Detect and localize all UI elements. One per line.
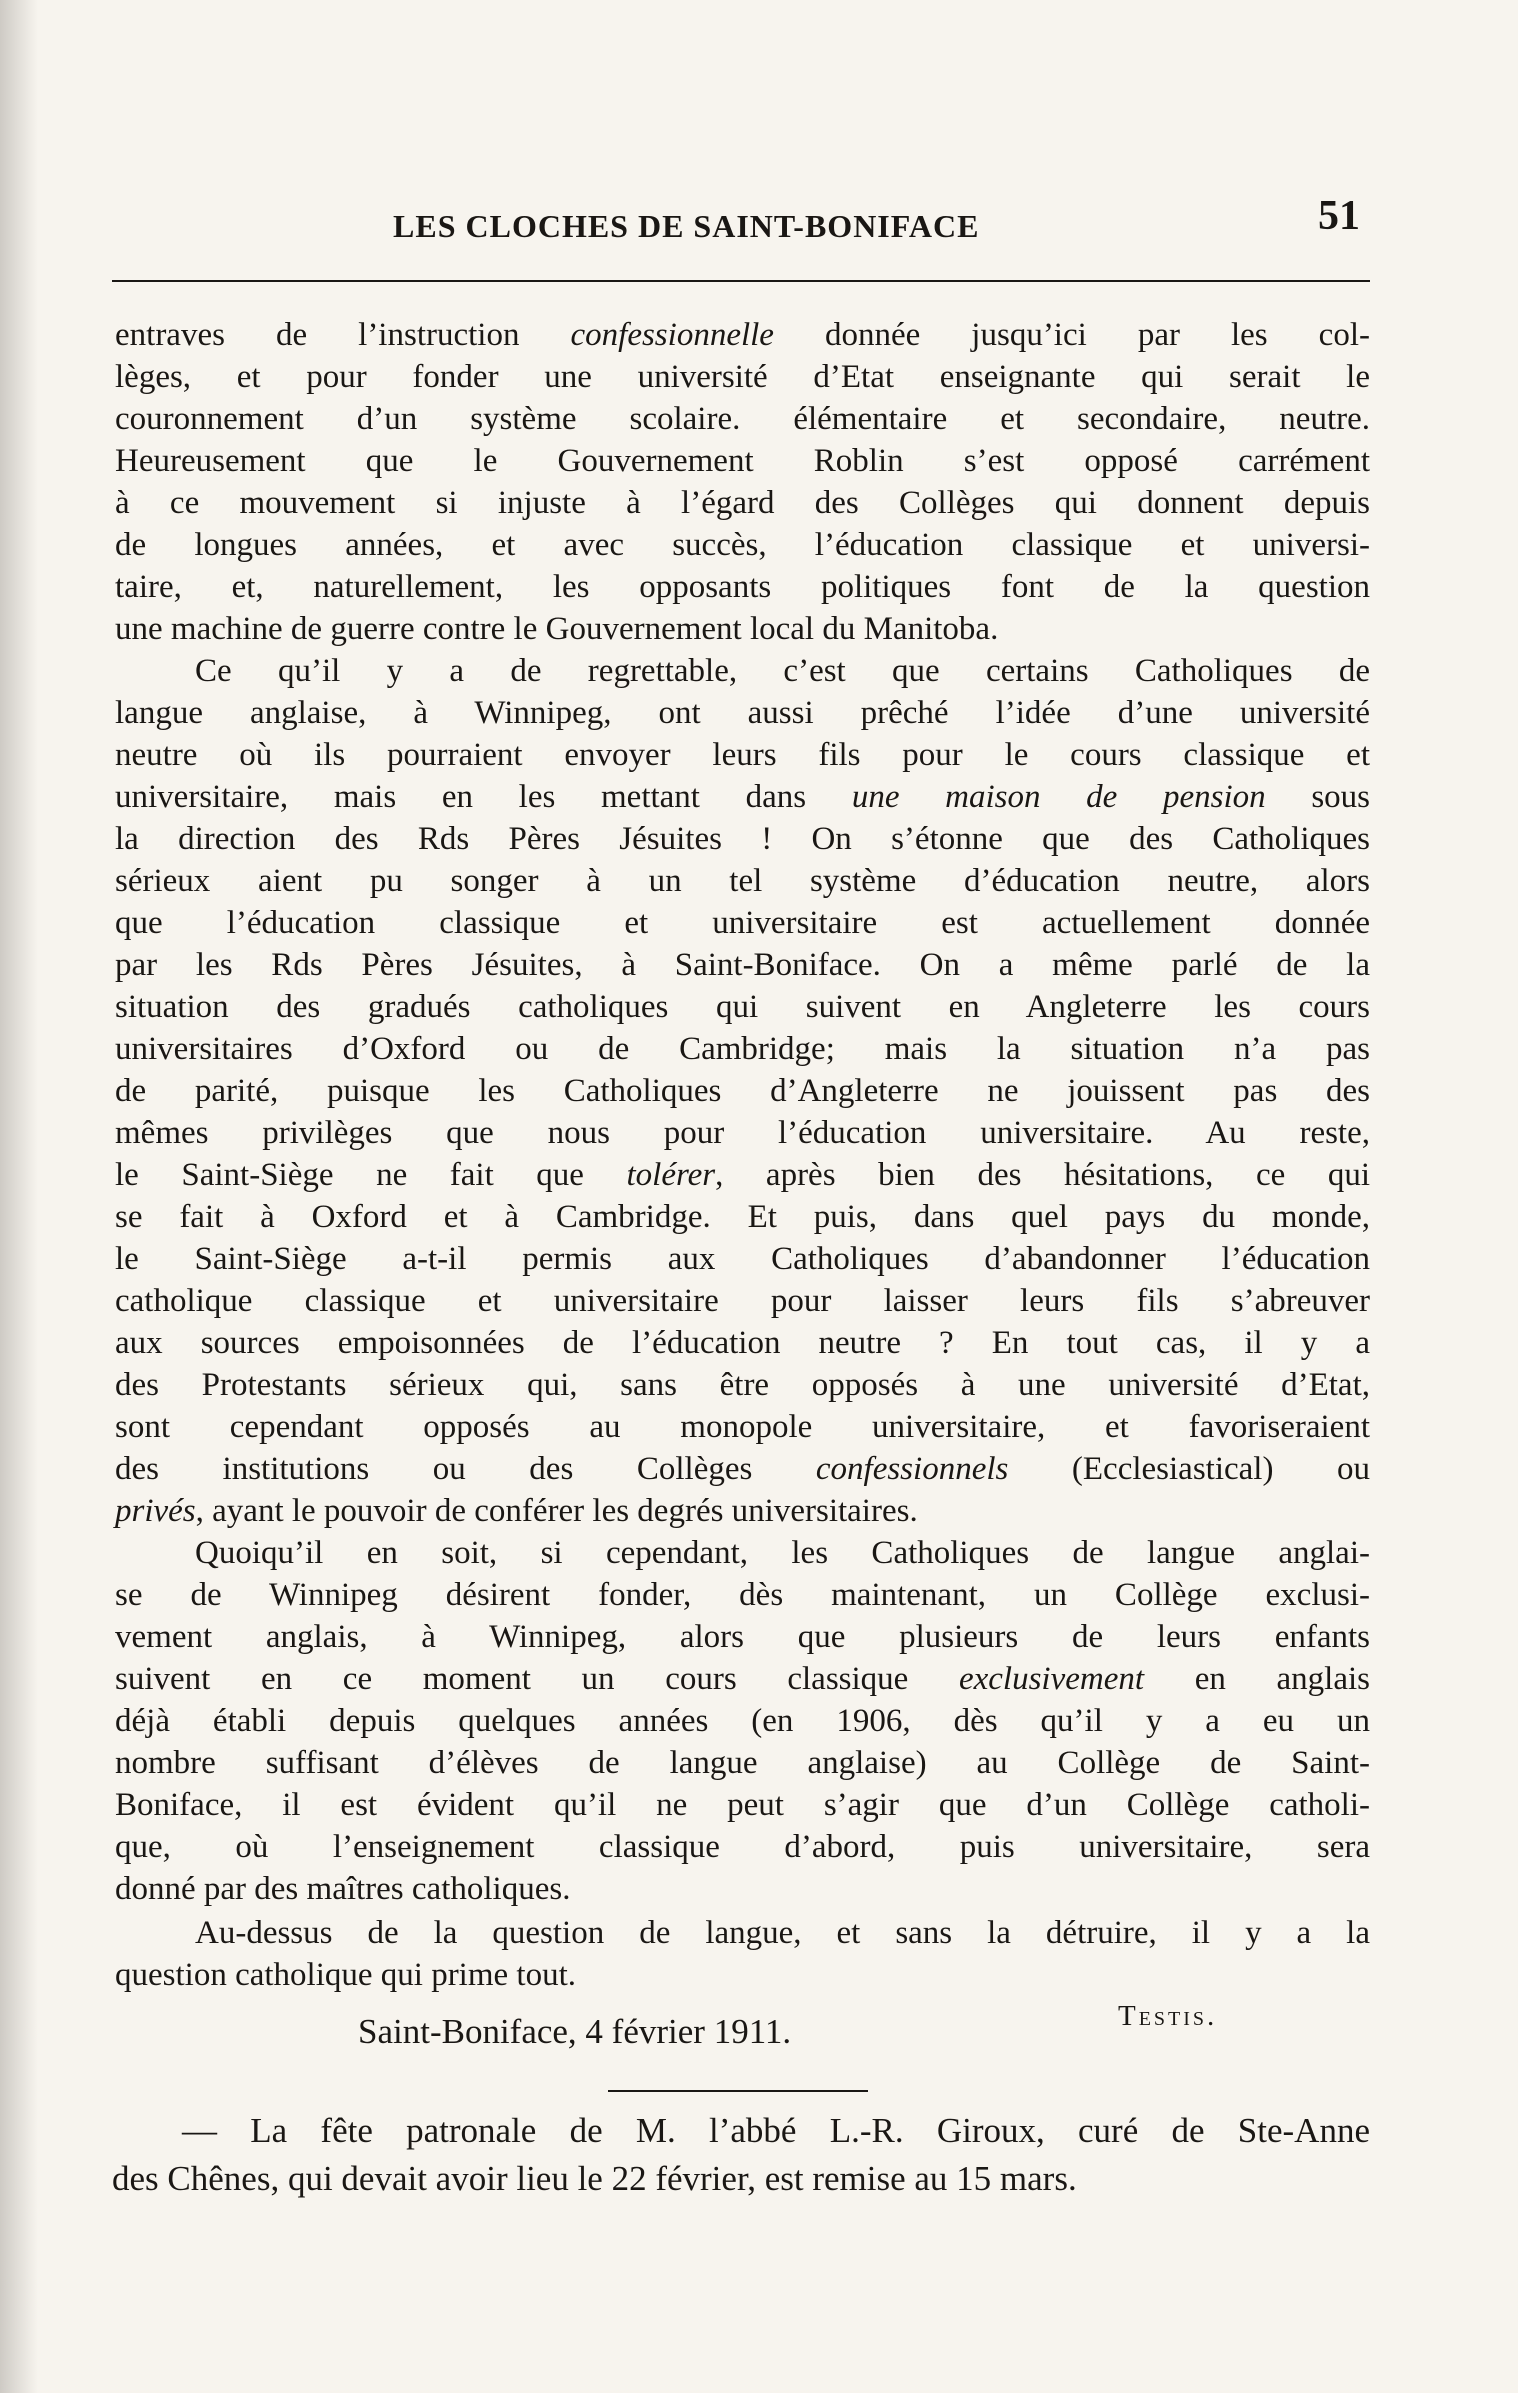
text-line: vement anglais, à Winnipeg, alors que plusieurs de leurs enfants	[115, 1619, 1370, 1655]
text-line: suivent en ce moment un cours classique exclusivement en anglais	[115, 1661, 1370, 1697]
text-line: de parité, puisque les Catholiques d’Angleterre ne jouissent pas des	[115, 1073, 1370, 1109]
text-line: mêmes privilèges que nous pour l’éducation universitaire. Au reste,	[115, 1115, 1370, 1151]
text-line: que, où l’enseignement classique d’abord, puis universitaire, sera	[115, 1829, 1370, 1865]
running-title: LES CLOCHES DE SAINT-BONIFACE	[393, 208, 980, 244]
text-line: langue anglaise, à Winnipeg, ont aussi prêché l’idée d’une université	[115, 695, 1370, 731]
text-line: de longues années, et avec succès, l’éducation classique et universi-	[115, 527, 1370, 563]
text-line: sérieux aient pu songer à un tel système d’éducation neutre, alors	[115, 863, 1370, 899]
text-line: des Protestants sérieux qui, sans être opposés à une université d’Etat,	[115, 1367, 1370, 1403]
page-number: 51	[1318, 193, 1360, 239]
text-line: Boniface, il est évident qu’il ne peut s’agir que d’un Collège catholi-	[115, 1787, 1370, 1823]
text-line: par les Rds Pères Jésuites, à Saint-Boniface. On a même parlé de la	[115, 947, 1370, 983]
text-line: le Saint-Siège ne fait que tolérer, après bien des hésitations, ce qui	[115, 1157, 1370, 1193]
text-line: question catholique qui prime tout.	[115, 1957, 577, 1993]
text-line: aux sources empoisonnées de l’éducation neutre ? En tout cas, il y a	[115, 1325, 1370, 1361]
signoff-place-date: Saint-Boniface, 4 février 1911.	[358, 2012, 792, 2051]
text-line: Au-dessus de la question de langue, et sans la détruire, il y a la	[195, 1915, 1370, 1951]
header-rule	[112, 280, 1370, 282]
text-line: lèges, et pour fonder une université d’Etat enseignante qui serait le	[115, 359, 1370, 395]
text-line: catholique classique et universitaire pour laisser leurs fils s’abreuver	[115, 1283, 1370, 1319]
text-line: une machine de guerre contre le Gouvernement local du Manitoba.	[115, 611, 999, 647]
text-line: sont cependant opposés au monopole universitaire, et favoriseraient	[115, 1409, 1370, 1445]
note-line: — La fête patronale de M. l’abbé L.-R. Giroux, curé de Ste-Anne	[182, 2111, 1370, 2150]
text-line: Quoiqu’il en soit, si cependant, les Catholiques de langue anglai-	[195, 1535, 1370, 1571]
signoff-author: Testis.	[1118, 2000, 1218, 2032]
text-line: la direction des Rds Pères Jésuites ! On s’étonne que des Catholiques	[115, 821, 1370, 857]
page-edge-shadow	[0, 0, 38, 2393]
text-line: des institutions ou des Collèges confessionnels (Ecclesiastical) ou	[115, 1451, 1370, 1487]
text-line: nombre suffisant d’élèves de langue anglaise) au Collège de Saint-	[115, 1745, 1370, 1781]
text-line: se fait à Oxford et à Cambridge. Et puis, dans quel pays du monde,	[115, 1199, 1370, 1235]
text-line: à ce mouvement si injuste à l’égard des Collèges qui donnent depuis	[115, 485, 1370, 521]
text-line: le Saint-Siège a-t-il permis aux Catholiques d’abandonner l’éducation	[115, 1241, 1370, 1277]
text-line: déjà établi depuis quelques années (en 1906, dès qu’il y a eu un	[115, 1703, 1370, 1739]
text-line: se de Winnipeg désirent fonder, dès maintenant, un Collège exclusi-	[115, 1577, 1370, 1613]
text-line: couronnement d’un système scolaire. élémentaire et secondaire, neutre.	[115, 401, 1370, 437]
text-line: que l’éducation classique et universitaire est actuellement donnée	[115, 905, 1370, 941]
text-line: privés, ayant le pouvoir de conférer les degrés universitaires.	[115, 1493, 918, 1529]
text-line: entraves de l’instruction confessionnelle donnée jusqu’ici par les col-	[115, 317, 1370, 353]
text-line: taire, et, naturellement, les opposants politiques font de la question	[115, 569, 1370, 605]
text-line: situation des gradués catholiques qui suivent en Angleterre les cours	[115, 989, 1370, 1025]
text-line: Ce qu’il y a de regrettable, c’est que certains Catholiques de	[195, 653, 1370, 689]
section-separator	[608, 2090, 868, 2092]
text-line: neutre où ils pourraient envoyer leurs fils pour le cours classique et	[115, 737, 1370, 773]
text-line: universitaire, mais en les mettant dans une maison de pension sous	[115, 779, 1371, 815]
note-line: des Chênes, qui devait avoir lieu le 22 février, est remise au 15 mars.	[112, 2159, 1077, 2198]
text-line: Heureusement que le Gouvernement Roblin s’est opposé carrément	[115, 443, 1370, 479]
text-line: donné par des maîtres catholiques.	[115, 1871, 571, 1907]
text-line: universitaires d’Oxford ou de Cambridge; mais la situation n’a pas	[115, 1031, 1370, 1067]
